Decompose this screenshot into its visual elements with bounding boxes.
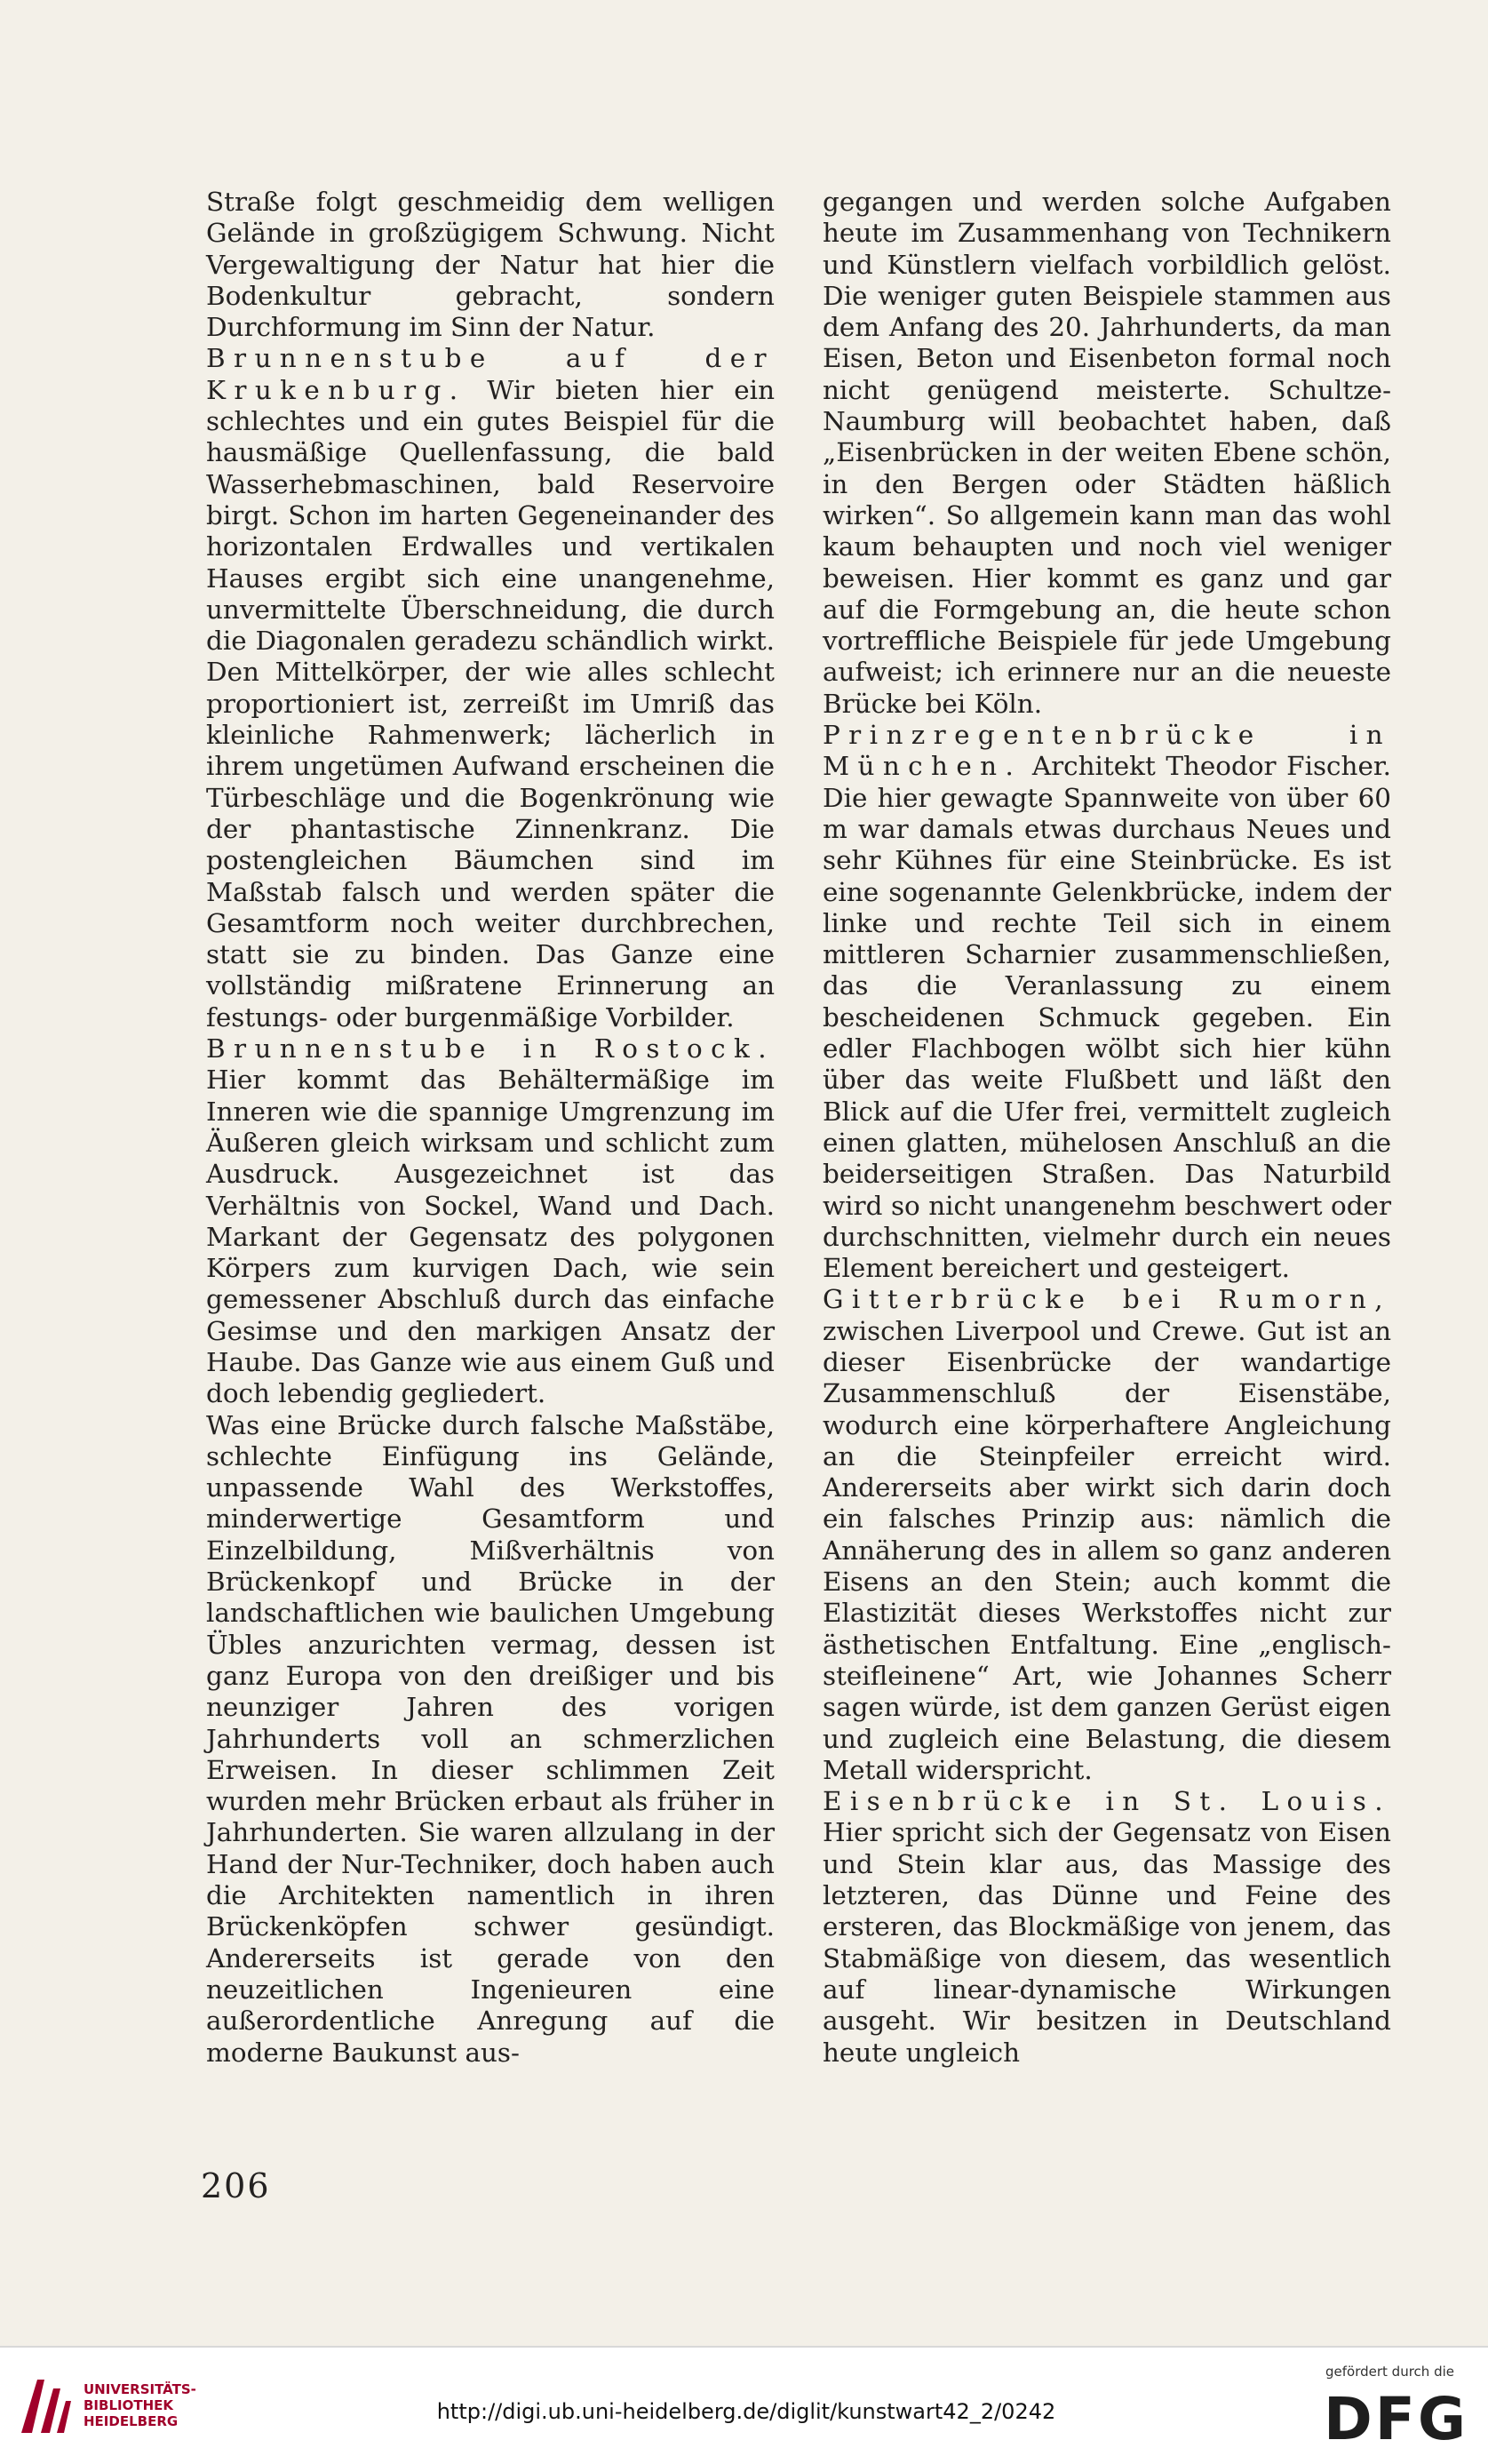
spaced-heading: Brunnenstube in Rostock. <box>206 1033 775 1065</box>
paragraph: Straße folgt geschmeidig dem welligen Gelände in großzügigem Schwung. Nicht Vergewaltigung der Natur hat hier die Bodenkultur gebracht, sondern Durchformung im Sinn der Natur. <box>206 187 775 343</box>
university-seal-icon <box>14 2371 76 2438</box>
paragraph-text: Hier kommt das Behältermäßige im Inneren wie die spannige Umgrenzung im Äußeren gleich wirksam und schlicht zum Ausdruck. Ausgezeichnet ist das Verhältnis von Sockel, Wand und Dach. Markant der Gegensatz des polygonen Körpers zum kurvigen Dach, wie sein gemessener Abschluß durch das einfache Gesimse und den markigen Ansatz der Haube. Das Ganze wie aus einem Guß und doch lebendig gegliedert. <box>206 1065 775 1409</box>
paragraph-text: Hier spricht sich der Gegensatz von Eisen und Stein klar aus, das Massige des letzteren, das Dünne und Feine des ersteren, das Blockmäßige von jenem, das Stabmäßige von diesem, das wesentlich auf linear-dynamische Wirkungen ausgeht. Wir besitzen in Deutschland heute ungleich <box>823 1817 1391 2068</box>
library-logo-text <box>84 2381 196 2429</box>
paragraph <box>823 720 1391 1284</box>
paragraph: gegangen und werden solche Aufgaben heute im Zusammenhang von Technikern und Künstlern vielfach vorbildlich gelöst. Die weniger guten Beispiele stammen aus dem Anfang des 20. Jahrhunderts, da man Eisen, Beton und Eisenbeton formal noch nicht genügend meisterte. Schultze-Naumburg will beobachtet haben, daß „Eisenbrücken in der weiten Ebene schön, in den Bergen oder Städten häßlich wirken“. So allgemein kann man das wohl kaum behaupten und noch viel weniger beweisen. Hier kommt es ganz und gar auf die Formgebung an, die heute schon vortreffliche Beispiele für jede Umgebung aufweist; ich erinnere nur an die neueste Brücke bei Köln. <box>823 187 1391 719</box>
paragraph <box>206 343 775 1033</box>
spaced-heading: Eisenbrücke in St. Louis. <box>823 1786 1391 1817</box>
logo-line: HEIDELBERG <box>84 2413 179 2429</box>
paragraph-text: Wir bieten hier ein schlechtes und ein gutes Beispiel für die hausmäßige Quellenfassung, die bald Wasserhebmaschinen, bald Reservoire birgt. Schon im harten Gegeneinander des horizontalen Erdwalles und vertikalen Hauses ergibt sich eine unangenehme, unvermittelte Überschneidung, die durch die Diagonalen geradezu schändlich wirkt. Den Mittelkörper, der wie alles schlecht proportioniert ist, zerreißt im Umriß das kleinliche Rahmenwerk; lächerlich in ihrem ungetümen Aufwand erscheinen die Türbeschläge und die Bogenkrönung wie der phantastische Zinnenkranz. Die postengleichen Bäumchen sind im Maßstab falsch und werden später die Gesamtform noch weiter durchbrechen, statt sie zu binden. Das Ganze eine vollständig mißratene Erinnerung an festungs- oder burgenmäßige Vorbilder. <box>206 374 775 1033</box>
paragraph <box>206 1033 775 1410</box>
paragraph <box>823 1786 1391 2069</box>
permalink-url[interactable]: http://digi.ub.uni-heidelberg.de/diglit/kunstwart42_2/0242 <box>436 2399 1056 2424</box>
paragraph: Was eine Brücke durch falsche Maßstäbe, schlechte Einfügung ins Gelände, unpassende Wahl des Werkstoffes, minderwertige Gesamtform und Einzelbildung, Mißverhältnis von Brückenkopf und Brücke in der landschaftlichen wie baulichen Umgebung Übles anzurichten vermag, dessen ist ganz Europa von den dreißiger und bis neunziger Jahren des vorigen Jahrhunderts voll an schmerzlichen Erweisen. In dieser schlimmen Zeit wurden mehr Brücken erbaut als früher in Jahrhunderten. Sie waren allzulang in der Hand der Nur-Techniker, doch haben auch die Architekten namentlich in ihren Brückenköpfen schwer gesündigt. Andererseits ist gerade von den neuzeitlichen Ingenieuren eine außerordentliche Anregung auf die moderne Baukunst aus- <box>206 1409 775 2068</box>
paragraph-text: zwischen Liverpool und Crewe. Gut ist an dieser Eisenbrücke der wandartige Zusammenschluß der Eisenstäbe, wodurch eine körperhaftere Angleichung an die Steinpfeiler erreicht wird. Andererseits aber wirkt sich darin doch ein falsches Prinzip aus: nämlich die Annäherung des in allem so ganz anderen Eisens an den Stein; auch kommt die Elastizität dieses Werkstoffes nicht zur ästhetischen Entfaltung. Eine „englisch-steifleinene“ Art, wie Johannes Scherr sagen würde, ist dem ganzen Gerüst eigen und zugleich eine Belastung, die diesem Metall widerspricht. <box>823 1315 1391 1785</box>
spaced-heading: Gitterbrücke bei Rumorn, <box>823 1284 1391 1315</box>
spaced-heading: Brunnenstube auf der Krukenburg. <box>206 343 775 405</box>
spaced-heading: Prinzregentenbrücke in München. <box>823 720 1391 782</box>
left-column <box>206 187 775 2069</box>
dfg-logo: DFG <box>1324 2385 1469 2453</box>
logo-line: BIBLIOTHEK <box>84 2397 173 2413</box>
viewer-footer <box>0 2346 1488 2464</box>
paragraph <box>823 1284 1391 1786</box>
right-column <box>823 187 1391 2069</box>
paragraph-text: Architekt Theodor Fischer. Die hier gewagte Spannweite von über 60 m war damals etwas durchaus Neues und sehr Kühnes für eine Steinbrücke. Es ist eine sogenannte Gelenkbrücke, indem der linke und rechte Teil sich in einem mittleren Scharnier zusammenschließen, das die Veranlassung zu einem bescheidenen Schmuck gegeben. Ein edler Flachbogen wölbt sich hier kühn über das weite Flußbett und läßt den Blick auf die Ufer frei, vermittelt zugleich einen glatten, mühelosen Anschluß an die beiderseitigen Straßen. Das Naturbild wird so nicht unangenehm beschwert oder durchschnitten, vielmehr durch ein neues Element bereichert und gesteigert. <box>823 751 1391 1284</box>
funded-by-label: gefördert durch die <box>1325 2364 1454 2380</box>
logo-line: UNIVERSITÄTS- <box>84 2381 196 2397</box>
page-number: 206 <box>201 2166 271 2205</box>
